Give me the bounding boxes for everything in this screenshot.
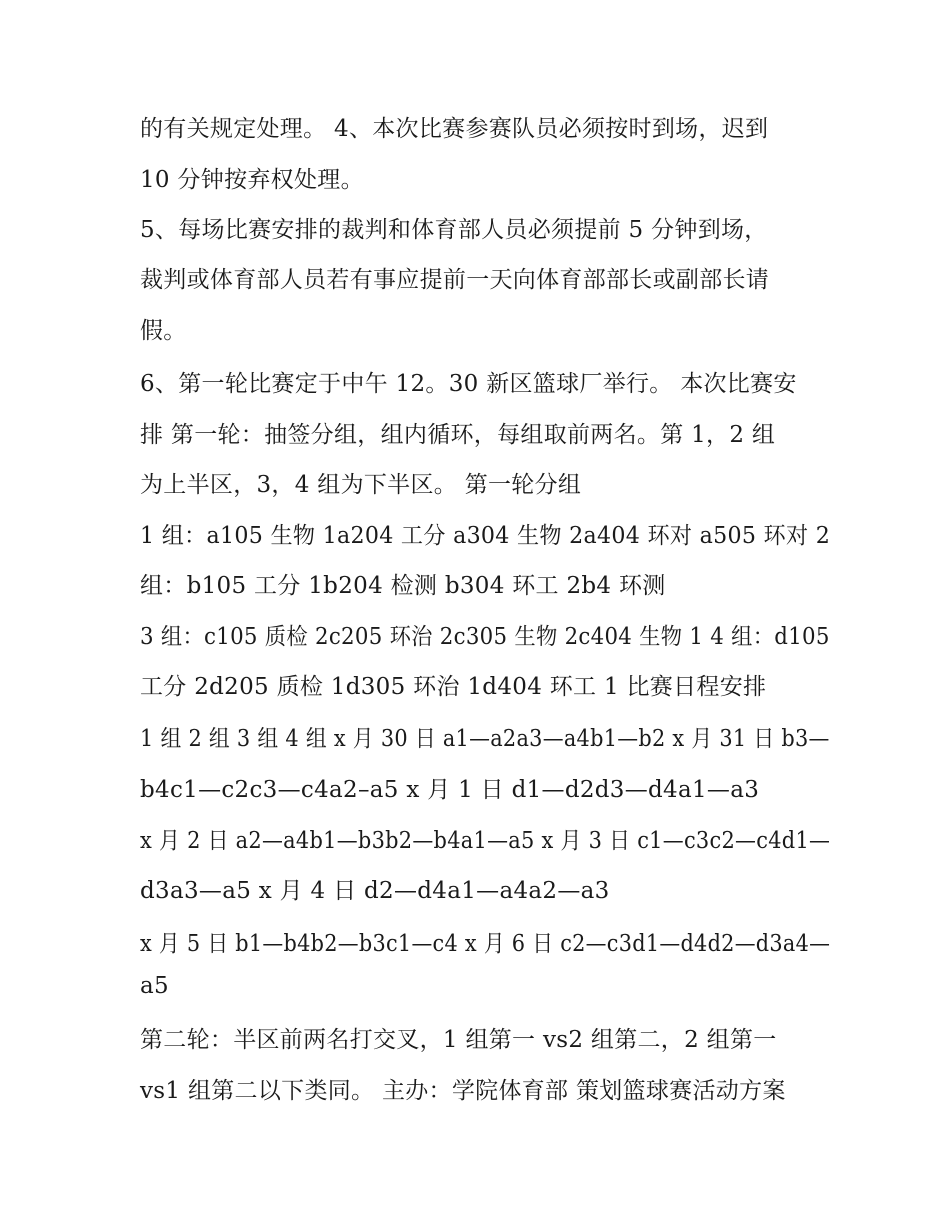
text-line: 1 组：a105 生物 1a204 工分 a304 生物 2a404 环对 a505 环对 2	[140, 523, 831, 549]
text-line: 3 组：c105 质检 2c205 环治 2c305 生物 2c404 生物 1 4 组：d105	[140, 624, 830, 650]
text-line: vs1 组第二以下类同。 主办：学院体育部 策划篮球赛活动方案	[140, 1078, 786, 1104]
text-line: 假。	[140, 318, 187, 344]
text-line: 排 第一轮：抽签分组，组内循环，每组取前两名。第 1，2 组	[140, 422, 776, 448]
text-line: 5、每场比赛安排的裁判和体育部人员必须提前 5 分钟到场，	[140, 217, 768, 243]
text-line: x 月 2 日 a2—a4b1—b3b2—b4a1—a5 x 月 3 日 c1—c3c2—c4d1—	[140, 828, 831, 854]
text-line: 的有关规定处理。 4、本次比赛参赛队员必须按时到场，迟到	[140, 116, 769, 142]
text-line: 组：b105 工分 1b204 检测 b304 环工 2b4 环测	[140, 573, 666, 599]
text-line: d3a3—a5 x 月 4 日 d2—d4a1—a4a2—a3	[140, 878, 610, 904]
text-line: b4c1—c2c3—c4a2–a5 x 月 1 日 d1—d2d3—d4a1—a3	[140, 777, 760, 803]
text-line: 1 组 2 组 3 组 4 组 x 月 30 日 a1—a2a3—a4b1—b2 x 月 31 日 b3—	[140, 726, 830, 752]
text-line: 工分 2d205 质检 1d305 环治 1d404 环工 1 比赛日程安排	[140, 674, 767, 700]
text-line: 10 分钟按弃权处理。	[140, 167, 364, 193]
text-line: 第二轮：半区前两名打交叉，1 组第一 vs2 组第二，2 组第一	[140, 1027, 777, 1053]
text-line: a5	[140, 973, 169, 999]
text-line: 6、第一轮比赛定于中午 12。30 新区篮球厂举行。 本次比赛安	[140, 371, 797, 397]
text-line: x 月 5 日 b1—b4b2—b3c1—c4 x 月 6 日 c2—c3d1—d4d2—d3a4—	[140, 931, 831, 957]
text-line: 为上半区，3，4 组为下半区。 第一轮分组	[140, 472, 582, 498]
text-line: 裁判或体育部人员若有事应提前一天向体育部部长或副部长请	[140, 267, 770, 293]
